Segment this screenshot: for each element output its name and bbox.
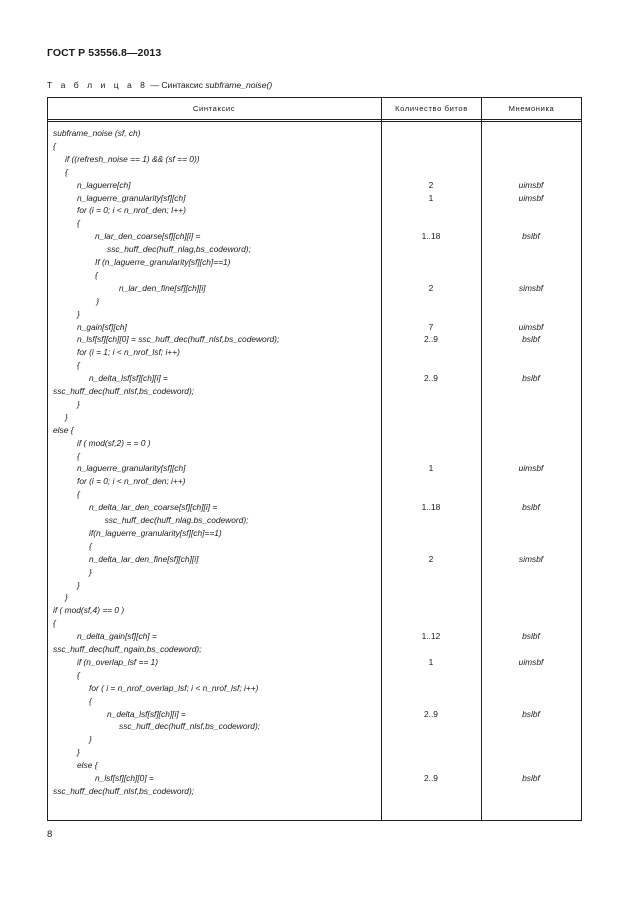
syntax-cell: { — [89, 540, 92, 551]
table-row — [47, 579, 582, 592]
table-row — [47, 385, 582, 398]
syntax-cell: { — [77, 489, 80, 500]
caption-dash: — Синтаксис — [147, 80, 206, 90]
column-header-bits: Количество битов — [395, 104, 468, 113]
syntax-cell: n_laguerre_granularity[sf][ch] — [77, 463, 186, 474]
table-row — [47, 591, 582, 604]
syntax-cell: { — [89, 695, 92, 706]
syntax-cell: } — [89, 734, 92, 745]
table-row — [47, 321, 582, 334]
syntax-cell: { — [77, 669, 80, 680]
mnemonic-cell: bslbf — [522, 631, 540, 642]
syntax-cell: n_lar_den_coarse[sf][ch][i] = — [95, 231, 201, 242]
column-header-syntax: Синтаксис — [192, 104, 236, 113]
syntax-cell: } — [65, 411, 68, 422]
mnemonic-cell: bslbf — [522, 502, 540, 513]
syntax-cell: if ( mod(sf,2) = = 0 ) — [77, 437, 151, 448]
bits-cell: 7 — [428, 321, 434, 332]
table-row — [47, 553, 582, 566]
syntax-cell: } — [77, 747, 80, 758]
table-row — [47, 437, 582, 450]
table-row — [47, 243, 582, 256]
syntax-cell: ssc_huff_dec(huff_nlag.bs_codeword); — [104, 515, 249, 525]
syntax-cell: n_lsf[sf][ch][0] = ssc_huff_dec(huff_nlsf,bs_codeword); — [77, 334, 280, 345]
table-row — [47, 424, 582, 437]
table-row — [47, 604, 582, 617]
table-row — [47, 695, 582, 708]
bits-cell: 1 — [428, 192, 434, 203]
syntax-cell: for ( i = n_nrof_overlap_lsf; i < n_nrof_lsf; i++) — [89, 682, 259, 693]
caption-function-name: subframe_noise() — [205, 80, 273, 90]
mnemonic-cell: simsbf — [518, 282, 544, 293]
syntax-cell: n_delta_lsf[sf][ch][i] = — [107, 708, 186, 719]
syntax-cell: { — [77, 218, 80, 229]
table-row — [47, 746, 582, 759]
syntax-cell: for (i = 1; i < n_nrof_lsf; i++) — [77, 347, 180, 358]
table-row — [47, 630, 582, 643]
syntax-cell: ssc_huff_dec(huff_nlsf,bs_codeword); — [119, 721, 261, 732]
table-row — [47, 179, 582, 192]
syntax-cell: n_lsf[sf][ch][0] = — [95, 773, 154, 783]
mnemonic-cell: uimsbf — [518, 463, 544, 474]
table-row — [47, 501, 582, 514]
table-row — [47, 359, 582, 372]
syntax-cell: if (n_overlap_lsf == 1) — [77, 656, 159, 667]
syntax-cell: for (i = 0; i < n_nrof_den; I++) — [77, 205, 186, 216]
mnemonic-cell: bslbf — [522, 708, 540, 719]
table-row — [47, 514, 582, 527]
table-row — [47, 295, 582, 308]
mnemonic-cell: bslbf — [522, 773, 540, 783]
table-row — [47, 192, 582, 205]
syntax-cell: for (i = 0; i < n_nrof_den; i++) — [77, 476, 186, 487]
table-row — [47, 733, 582, 746]
syntax-cell: } — [77, 308, 80, 319]
syntax-cell: { — [65, 166, 68, 177]
bits-cell: 1..18 — [421, 502, 441, 513]
table-row — [47, 669, 582, 682]
table-row — [47, 166, 582, 179]
bits-cell: 2..9 — [424, 708, 438, 719]
table-number: Т а б л и ц а 8 — [47, 80, 148, 90]
table-row — [47, 204, 582, 217]
syntax-cell: { — [77, 360, 80, 371]
bits-cell: 2 — [428, 282, 434, 293]
bits-cell: 2..9 — [424, 773, 438, 783]
syntax-cell: ssc_huff_dec(huff_ngain,bs_codeword); — [53, 644, 202, 654]
table-row — [47, 411, 582, 424]
table-row — [47, 527, 582, 540]
bits-cell: 2..9 — [424, 334, 438, 345]
mnemonic-cell: uimsbf — [518, 656, 544, 667]
table-row — [47, 372, 582, 385]
syntax-cell: else { — [77, 760, 98, 771]
table-row — [47, 308, 582, 321]
table-row — [47, 140, 582, 153]
syntax-cell: subframe_noise (sf, ch) — [53, 128, 141, 138]
syntax-cell: n_delta_gain[sf][ch] = — [77, 631, 157, 642]
mnemonic-cell: bslbf — [522, 231, 540, 242]
table-row — [47, 462, 582, 475]
mnemonic-cell: bslbf — [522, 373, 540, 384]
syntax-cell: } — [65, 592, 68, 603]
table-row — [47, 617, 582, 630]
table-caption — [47, 80, 272, 90]
header-divider-double — [47, 121, 582, 122]
table-row — [47, 566, 582, 579]
table-row — [47, 256, 582, 269]
syntax-cell: } — [77, 579, 80, 590]
syntax-cell: n_gain[sf][ch] — [77, 321, 127, 332]
table-row — [47, 643, 582, 656]
syntax-cell: { — [95, 269, 98, 280]
table-row — [47, 153, 582, 166]
table-row — [47, 772, 582, 785]
syntax-cell: if ((refresh_noise == 1) && (sf == 0)) — [65, 153, 200, 164]
bits-cell: 2 — [428, 179, 434, 190]
syntax-cell: n_lar_den_fine[sf][ch][i] — [119, 282, 206, 293]
table-row — [47, 217, 582, 230]
table-row — [47, 333, 582, 346]
mnemonic-cell: uimsbf — [518, 321, 544, 332]
syntax-cell: if(n_laguerre_granularity[sf][ch]==1) — [89, 527, 222, 538]
table-row — [47, 346, 582, 359]
syntax-table — [47, 97, 582, 821]
syntax-cell: ssc_huff_dec(huff_nlsf,bs_codeword); — [53, 386, 195, 396]
table-row — [47, 759, 582, 772]
mnemonic-cell: bslbf — [522, 334, 540, 345]
table-row — [47, 282, 582, 295]
syntax-cell: n_delta_lar_den_fine[sf][ch][i] — [89, 553, 199, 564]
syntax-cell: n_delta_lsf[sf][ch][i] = — [89, 373, 168, 384]
table-row — [47, 475, 582, 488]
bits-cell: 1..18 — [421, 231, 441, 242]
document-header: ГОСТ Р 53556.8—2013 — [47, 47, 162, 59]
syntax-cell: If (n_laguerre_granularity[sf][ch]==1) — [95, 257, 231, 267]
mnemonic-cell: simsbf — [518, 553, 544, 564]
syntax-cell: n_delta_lar_den_coarse[sf][ch][i] = — [89, 502, 218, 513]
bits-cell: 2 — [428, 553, 434, 564]
table-row — [47, 398, 582, 411]
syntax-cell: n_laguerre_granularity[sf][ch] — [77, 192, 186, 203]
page-number: 8 — [47, 829, 53, 840]
mnemonic-cell: uimsbf — [518, 192, 544, 203]
syntax-cell: } — [89, 566, 92, 577]
syntax-cell: n_laguerre[ch] — [77, 179, 131, 190]
table-row — [47, 682, 582, 695]
table-row — [47, 720, 582, 733]
syntax-cell: { — [53, 140, 56, 151]
syntax-cell: { — [77, 450, 80, 461]
table-row — [47, 656, 582, 669]
table-row — [47, 269, 582, 282]
bits-cell: 1..12 — [421, 631, 441, 642]
syntax-cell: } — [96, 295, 99, 306]
table-row — [47, 488, 582, 501]
syntax-cell: ssc_huff_dec(huff_nlag,bs_codeword); — [107, 244, 251, 255]
table-row — [47, 785, 582, 798]
column-header-mnemonic: Мнемоника — [508, 104, 555, 113]
bits-cell: 1 — [428, 463, 434, 474]
mnemonic-cell: uimsbf — [518, 179, 544, 190]
bits-cell: 1 — [428, 656, 434, 667]
table-row — [47, 540, 582, 553]
syntax-cell: ssc_huff_dec(huff_nlsf,bs_codeword); — [53, 785, 195, 796]
syntax-cell: if ( mod(sf,4) == 0 ) — [53, 605, 125, 616]
table-row — [47, 127, 582, 140]
bits-cell: 2..9 — [424, 373, 438, 384]
table-row — [47, 708, 582, 721]
syntax-cell: { — [53, 618, 56, 629]
syntax-cell: else { — [53, 424, 74, 435]
table-row — [47, 230, 582, 243]
syntax-cell: } — [77, 398, 80, 409]
table-row — [47, 450, 582, 463]
